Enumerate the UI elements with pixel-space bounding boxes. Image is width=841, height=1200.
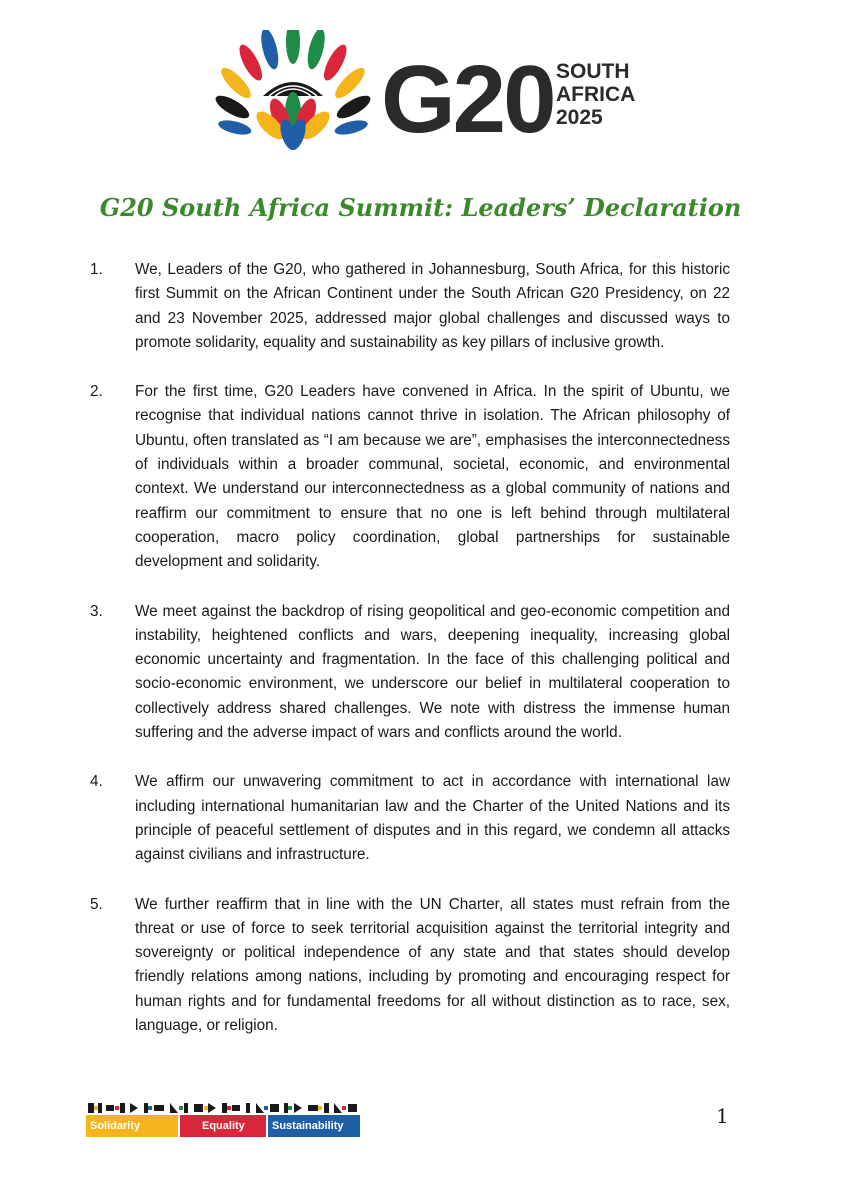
paragraph-3 (90, 600, 730, 746)
paragraph-number: 1. (90, 261, 103, 278)
footer-brand-strip (86, 1102, 360, 1137)
paragraph-5 (90, 893, 730, 1039)
paragraph-number: 2. (90, 383, 103, 401)
logo-g20-mark: G20 (381, 46, 554, 153)
paragraph-text: We meet against the backdrop of rising geopolitical and geo-economic competition and instability, heightened conflicts and wars, deepening inequality, increasing global economic uncertainty and fragmentation. In the face of this challenging political and socio-economic environment, we underscore our belief in multilateral cooperation to collectively address shared challenges. We note with distress the immense human suffering and the adverse impact of wars and conflicts around the world. (135, 602, 730, 742)
logo-year: 2025 (556, 106, 603, 129)
logo-country-line1: SOUTH (556, 60, 630, 83)
footer-tags (86, 1115, 360, 1137)
paragraph-number: 3. (90, 602, 103, 620)
paragraph-text: We further reaffirm that in line with the UN Charter, all states must refrain from the threat or use of force to seek territorial acquisition against the territorial integrity and sovereignty or political independence of any state and that states should develop friendly relations among nations, including by promoting and encouraging respect for human rights and for fundamental freedoms for all without distinction as to race, sex, language, or religion. (135, 895, 730, 1035)
document-title: G20 South Africa Summit: Leaders’ Declaration (99, 193, 742, 222)
tag-equality: Equality (180, 1115, 266, 1137)
tag-solidarity: Solidarity (86, 1115, 178, 1137)
paragraph-2 (90, 380, 730, 574)
paragraph-text: We affirm our unwavering commitment to act in accordance with international law including international humanitarian law and the Charter of the United Nations and its principle of peaceful settlement of disputes and in this regard, we condemn all attacks against civilians and infrastructure. (135, 773, 730, 864)
pattern-band-icon (86, 1102, 360, 1114)
paragraph-1 (90, 258, 730, 355)
page-number: 1 (716, 1104, 729, 1128)
protea-flower-icon (213, 30, 373, 160)
tag-sustainability: Sustainability (268, 1115, 360, 1137)
logo-country-year (556, 60, 656, 129)
g20-logo (213, 30, 643, 160)
paragraph-4 (90, 770, 730, 867)
logo-country-line2: AFRICA (556, 83, 636, 106)
paragraph-number: 5. (90, 895, 103, 913)
paragraph-number: 4. (90, 773, 103, 791)
paragraph-text: We, Leaders of the G20, who gathered in Johannesburg, South Africa, for this historic first Summit on the African Continent under the South African G20 Presidency, on 22 and 23 November 2025, addressed major global challenges and discussed ways to promote solidarity, equality and sustainability as key pillars of inclusive growth. (135, 261, 730, 351)
declaration-paragraphs (90, 258, 730, 1063)
paragraph-text: For the first time, G20 Leaders have convened in Africa. In the spirit of Ubuntu, we recognise that individual nations cannot thrive in isolation. The African philosophy of Ubuntu, often translated as “I am because we are”, emphasises the interconnectedness of individuals within a broader communal, societal, economic, and environmental context. We understand our interconnectedness as a global community of nations and reaffirm our commitment to ensure that no one is left behind through multilateral cooperation, macro policy coordination, global partnerships for sustainable development and solidarity. (135, 383, 730, 571)
